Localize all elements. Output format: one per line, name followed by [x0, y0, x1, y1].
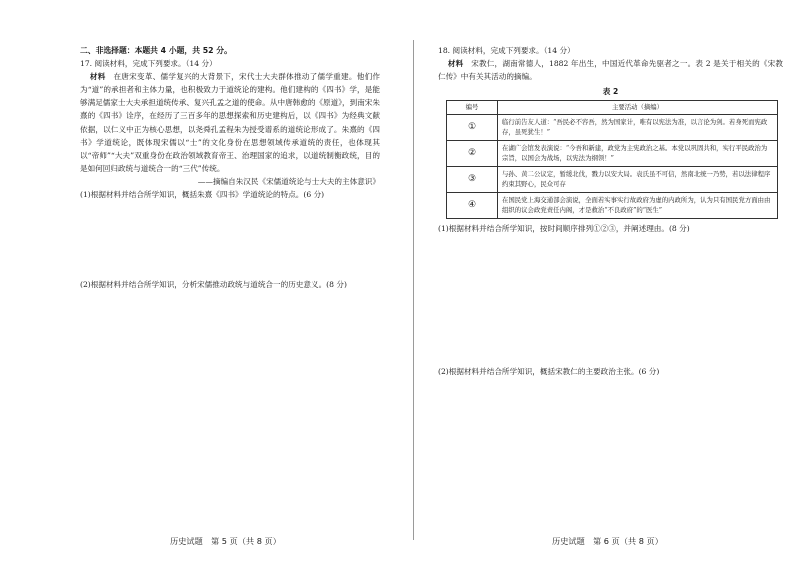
table-row — [447, 192, 778, 218]
table-header-activity: 主要活动（摘编） — [498, 101, 778, 114]
row-number: ① — [447, 114, 498, 140]
q18-subquestion-1: (1)根据材料并结合所学知识，按时间顺序排列①②③，并阐述理由。(8 分) — [438, 223, 690, 233]
q17-subquestion-2: (2)根据材料并结合所学知识，分析宋儒推动政统与道统合一的历史意义。(8 分) — [80, 280, 347, 290]
q17-subquestion-1: (1)根据材料并结合所学知识，概括朱熹《四书》学道统论的特点。(6 分) — [80, 190, 325, 200]
activities-table — [446, 100, 778, 218]
page-footer-left: 历史试题 第 5 页（共 8 页） — [170, 536, 281, 546]
row-activity: 与孙、黄二公议定，暂缓北伐，戮力以安大局。袁氏虽不可信，然南北统一乃势，若以法律程序约束其野心，民众可存 — [498, 166, 778, 192]
q18-prompt: 18. 阅读材料，完成下列要求。（14 分） — [438, 46, 575, 55]
table-header-row — [447, 101, 778, 114]
right-page-content — [438, 44, 783, 378]
material-source: ——摘编自朱汉民《宋儒道统论与士大夫的主体意识》 — [197, 176, 380, 186]
row-activity: 在国民党上海交通部会演说，全面若实事实行故政府为虚的内政所为，认为只有国民党方面由由组织的议会政党责任内阁，才是救治“不良政府”的“医生” — [498, 192, 778, 218]
section-heading: 二、非选择题：本题共 4 小题，共 52 分。 — [80, 46, 232, 55]
table-row — [447, 140, 778, 166]
answer-space — [438, 235, 783, 365]
row-number: ③ — [447, 166, 498, 192]
row-activity: 临行前告友人道：“吾民必不容吾，然为国家计，唯有以宪法为准，以言论为剑。若身死而宪政存，虽死犹生！” — [498, 114, 778, 140]
table-header-num: 编号 — [447, 101, 498, 114]
page-footer-right: 历史试题 第 6 页（共 8 页） — [552, 536, 663, 546]
page-divider — [413, 40, 414, 540]
row-number: ④ — [447, 192, 498, 218]
row-number: ② — [447, 140, 498, 166]
table-title: 表 2 — [602, 87, 619, 97]
q18-material — [438, 57, 783, 83]
q17-material — [80, 70, 380, 175]
row-activity: 在湖广会馆发表演说：“今吾和新建，政党为主宪政治之基。本党以巩固共和，实行平民政治为宗旨，以国会为战场，以宪法为纲领！” — [498, 140, 778, 166]
left-page-content — [80, 44, 380, 291]
q18-subquestion-2: (2)根据材料并结合所学知识，概括宋教仁的主要政治主张。(6 分) — [438, 366, 660, 376]
right-page — [420, 0, 800, 579]
q17-prompt: 17. 阅读材料，完成下列要求。（14 分） — [80, 59, 217, 69]
material-label: 材料 — [447, 59, 464, 69]
table-row — [447, 166, 778, 192]
answer-space — [80, 201, 380, 278]
material-label: 材料 — [89, 72, 106, 82]
material-text: 宋教仁，湖南常德人，1882 年出生，中国近代革命先驱者之一。表 2 是关于相关的《宋教仁传》中有关其活动的摘编。 — [438, 59, 783, 82]
material-text: 在唐宋变革、儒学复兴的大背景下，宋代士大夫群体推动了儒学重建。他们作为“道”的承担者和主体力量，也积极致力于道统论的建构。他们建构的《四书》学，是能够满足儒家士大夫承担道统传承、复兴孔孟之道的使命。从中唐韩愈的《原道》，到南宋朱熹的《四书》诠序，在经历了三百多年的思想探索和历史建构后，以《四书》为经典文献依据，以仁义中正为核心思想，以尧舜孔孟程朱为授受谱系的道统论形成了。朱熹的《四书》学道统论，既体现宋儒以“士”的文化身份在思想领域传承道统的责任，也体现其以“帝师”“大夫”双重身份在政治领域教育帝王、治理国家的追求，以道统制衡政统，目的是如何回归政统与道统合一的“三代”传统。 — [80, 72, 381, 173]
table-row — [447, 114, 778, 140]
